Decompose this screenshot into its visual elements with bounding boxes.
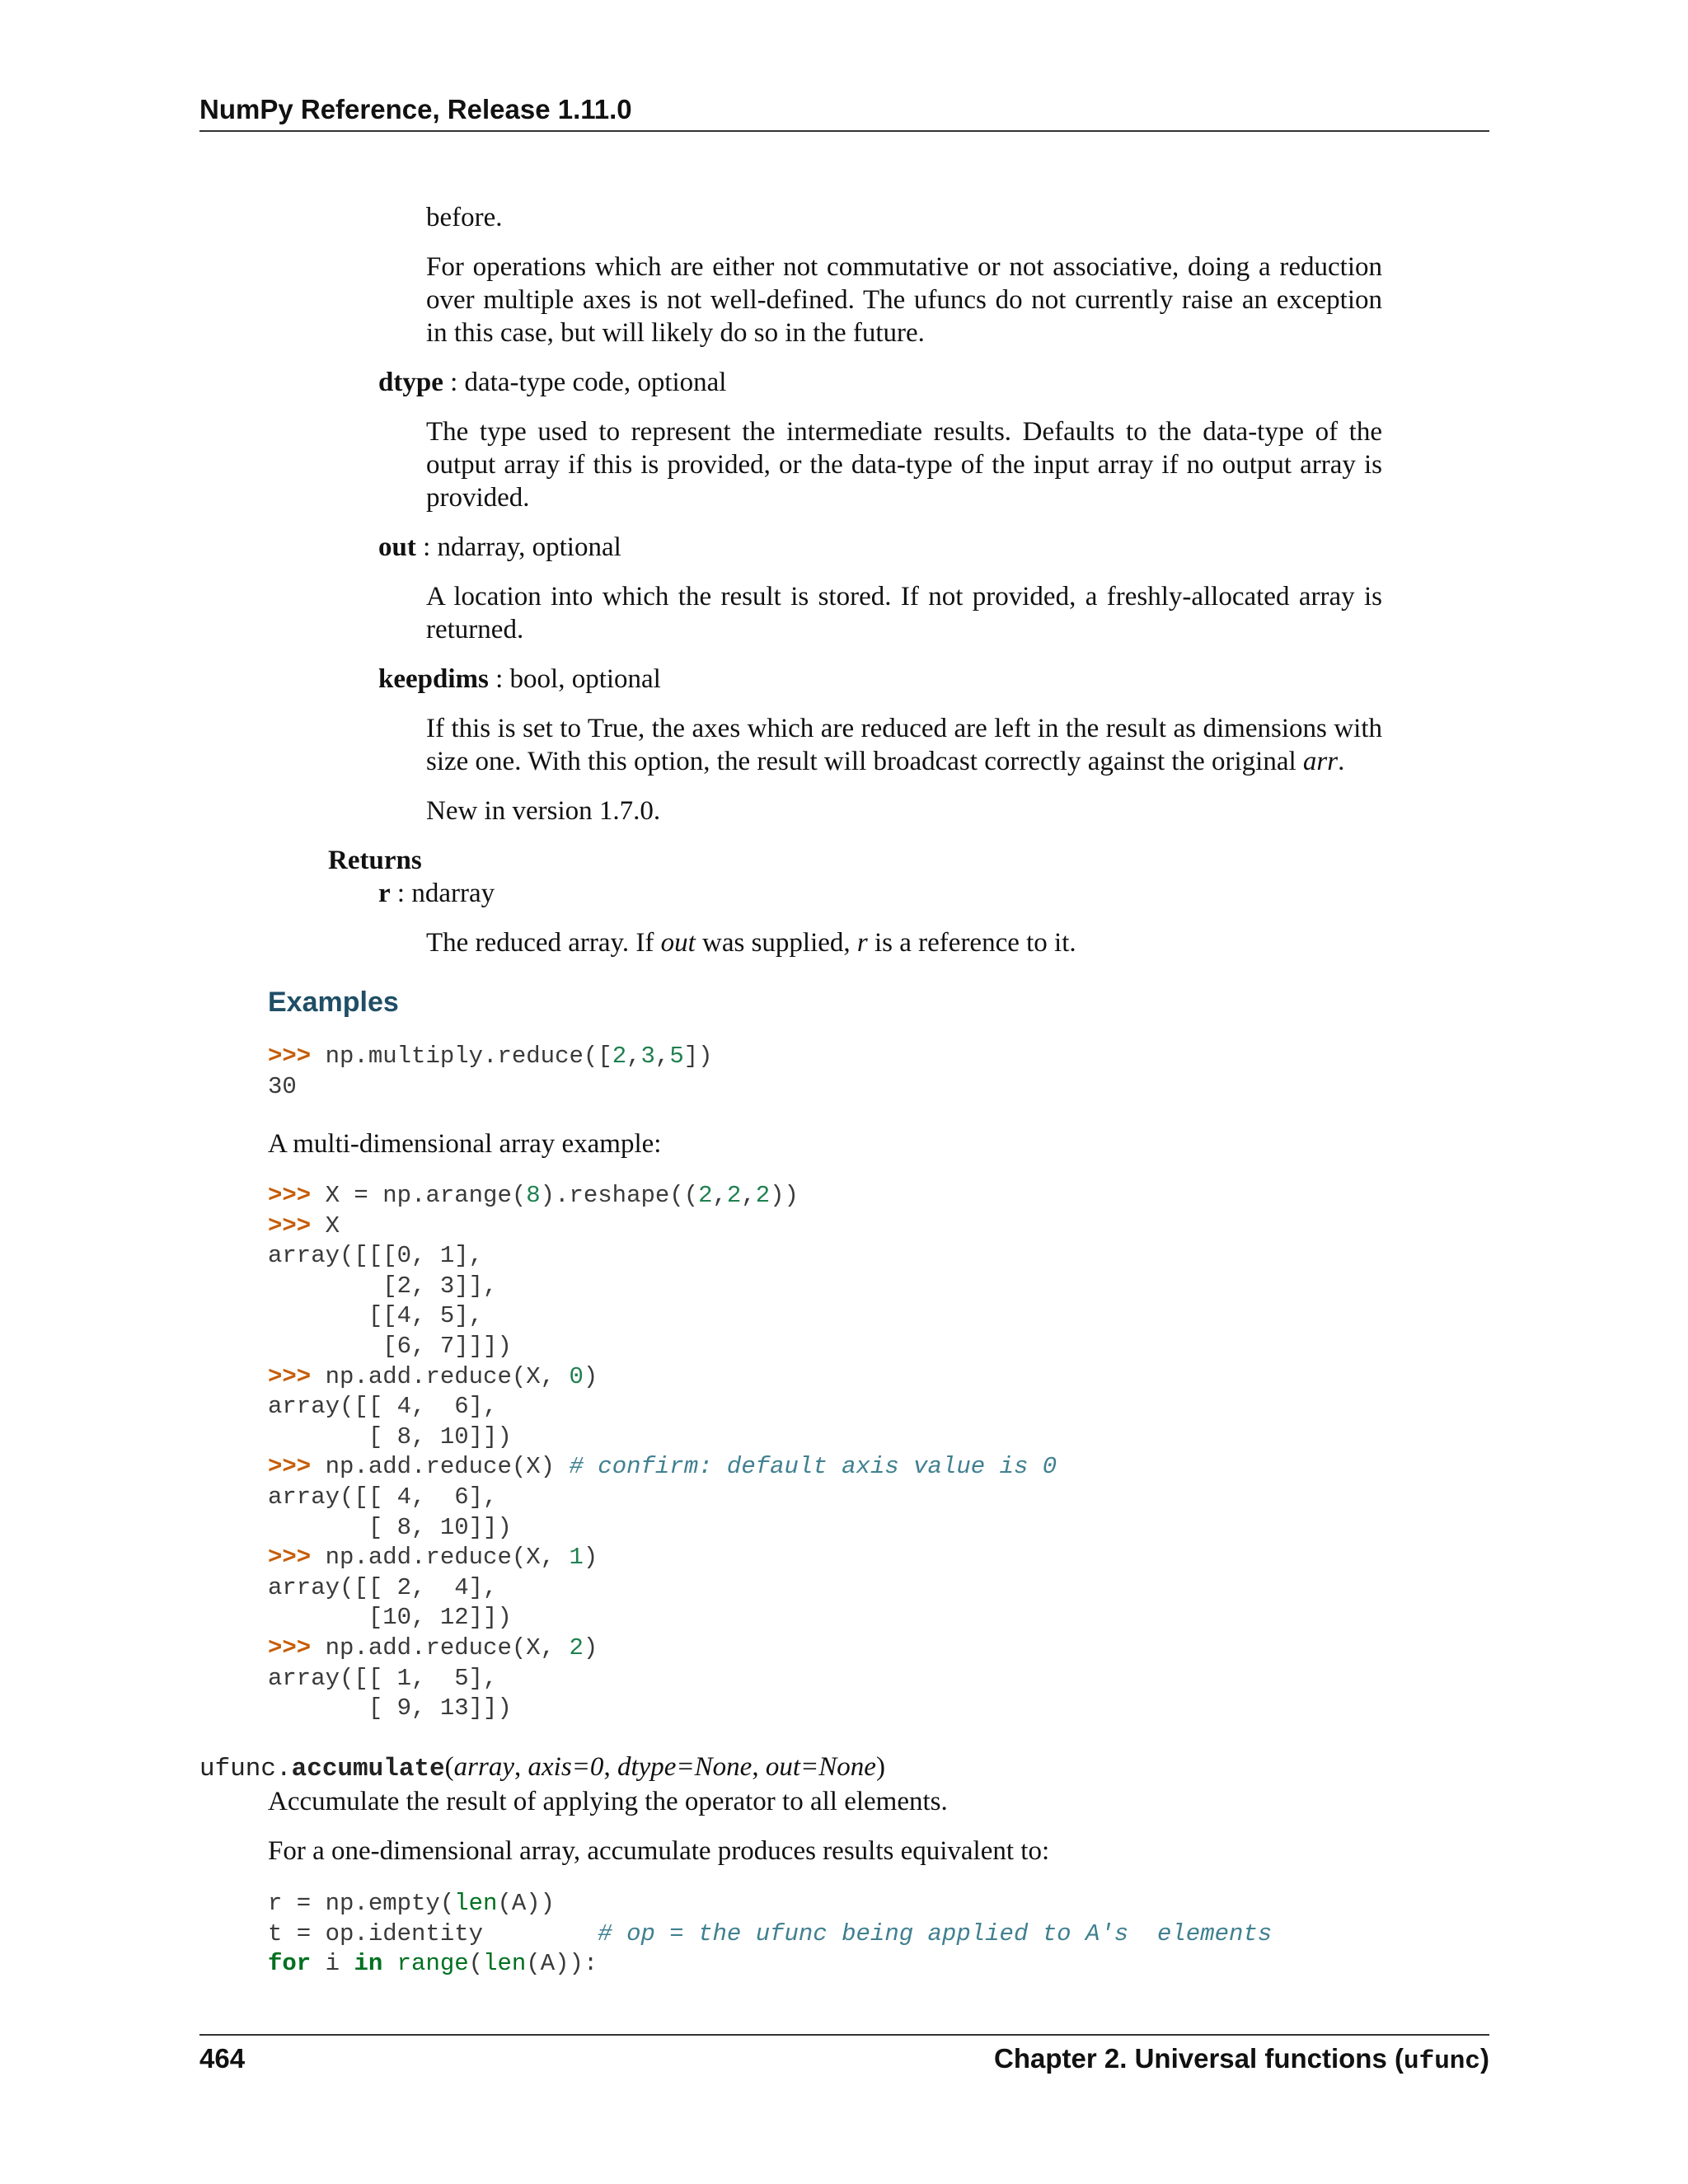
accumulate-one-dim-text: For a one-dimensional array, accumulate produces results equivalent to: xyxy=(268,1836,1050,1866)
axis-desc-tail: before. xyxy=(426,203,503,232)
version-note: New in version 1.7.0. xyxy=(426,796,661,826)
examples-heading: Examples xyxy=(268,987,399,1018)
accumulate-summary: Accumulate the result of applying the operator to all elements. xyxy=(268,1787,948,1816)
param-keepdims xyxy=(378,663,661,696)
code-block-multiply: >>> np.multiply.reduce([2,3,5]) 30 xyxy=(268,1043,713,1100)
return-r xyxy=(378,877,495,910)
header-rule xyxy=(199,130,1489,132)
param-dtype xyxy=(378,366,726,399)
running-header: NumPy Reference, Release 1.11.0 xyxy=(199,94,632,124)
param-dtype-desc: The type used to represent the intermediate results. Defaults to the data-type of the output array if this is provided, or the data-type of the input array if no output array is provided. xyxy=(426,417,1382,513)
method-name: accumulate xyxy=(291,1755,445,1783)
param-keepdims-desc: If this is set to True, the axes which are reduced are left in the result as dimensions with size one. With this option, the result will broadcast correctly against the original arr. xyxy=(426,714,1382,776)
param-out-desc: A location into which the result is stored. If not provided, a freshly-allocated array is returned. xyxy=(426,582,1382,644)
footer-rule xyxy=(199,2034,1489,2036)
return-desc: The reduced array. If out was supplied, r is a reference to it. xyxy=(426,928,1076,958)
param-out xyxy=(378,531,621,564)
param-name: keepdims xyxy=(378,664,489,694)
param-type: : bool, optional xyxy=(488,664,661,694)
param-name: dtype xyxy=(378,368,443,397)
chapter-footer: Chapter 2. Universal functions (ufunc) xyxy=(994,2043,1489,2076)
multi-dim-intro: A multi-dimensional array example: xyxy=(268,1129,662,1159)
accumulate-signature: ufunc.accumulate(array, axis=0, dtype=None, out=None) xyxy=(199,1752,885,1783)
param-name: out xyxy=(378,532,416,562)
param-type: : ndarray, optional xyxy=(415,532,621,562)
arr-emphasis: arr xyxy=(1302,747,1339,776)
return-name: r xyxy=(378,879,391,908)
page-number: 464 xyxy=(199,2043,246,2074)
return-type: : ndarray xyxy=(390,879,495,908)
code-block-add-reduce: >>> X = np.arange(8).reshape((2,2,2)) >>> X array([[[0, 1], [2, 3]], [[4, 5], [6, 7]]]) >>> np.add.reduce(X, 0) array([[ 4, 6], [ 8, 10]]) >>> np.add.reduce(X) # confirm: default axis value is 0 array([[ 4, 6], [ 8, 10]]) >>> np.add.reduce(X, 1) array([[ 2, 4], [10, 12]]) >>> np.add.reduce(X, 2) array([[ 1, 5], [ 9, 13]]) xyxy=(268,1182,1057,1722)
returns-label: Returns xyxy=(328,846,422,875)
param-type: : data-type code, optional xyxy=(443,368,727,397)
axis-note: For operations which are either not commutative or not associative, doing a reduction over multiple axes is not well-defined. The ufuncs do not currently raise an exception in this case, but will likely do so in the future. xyxy=(426,252,1382,348)
code-block-accumulate: r = np.empty(len(A)) t = op.identity # op = the ufunc being applied to A's elements for i in range(len(A)): xyxy=(268,1890,1273,1978)
